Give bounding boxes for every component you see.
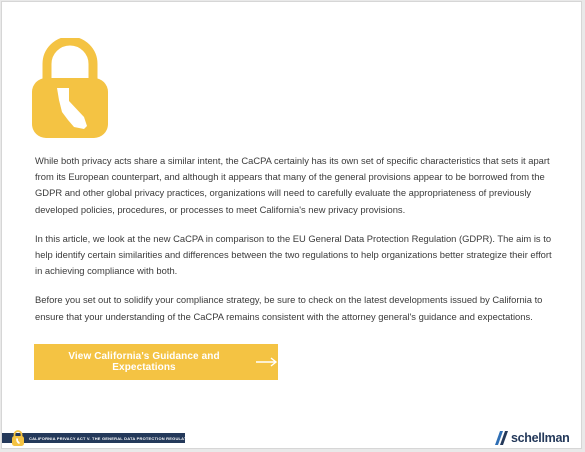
padlock-icon xyxy=(11,430,25,446)
article-body xyxy=(35,153,555,338)
view-guidance-button-label: View California's Guidance and Expectations xyxy=(68,351,220,373)
paragraph: While both privacy acts share a similar intent, the CaCPA certainly has its own set of specific characteristics that sets it apart from its European counterpart, and although it appears that many of the general provisions appear to be borrowed from the GDPR and other global privacy practices, organizations will need to carefully evaluate the appropriateness of previously developed policies, procedures, or processes to meet California's new privacy provisions. xyxy=(35,155,550,215)
brand-name: schellman xyxy=(511,431,570,445)
footer-bar xyxy=(2,433,195,443)
paragraph: In this article, we look at the new CaCPA in comparison to the EU General Data Protection Regulation (GDPR). The aim is to help identify certain similarities and differences between the two regulations to help organizations better strategize their effort in achieving compliance with both. xyxy=(35,232,552,277)
paragraph: Before you set out to solidify your compliance strategy, be sure to check on the latest developments issued by California to ensure that your understanding of the CaCPA remains consistent with the attorney general's guidance and expectations. xyxy=(35,294,543,322)
arrow-right-icon xyxy=(256,357,278,367)
padlock-california-icon xyxy=(32,38,108,138)
schellman-logo xyxy=(495,431,511,445)
view-guidance-button[interactable] xyxy=(34,344,278,380)
document-page xyxy=(1,1,582,449)
brand-logo xyxy=(495,429,569,447)
footer-title: CALIFORNIA PRIVACY ACT V. THE GENERAL DATA PROTECTION REGULATION xyxy=(29,435,195,441)
